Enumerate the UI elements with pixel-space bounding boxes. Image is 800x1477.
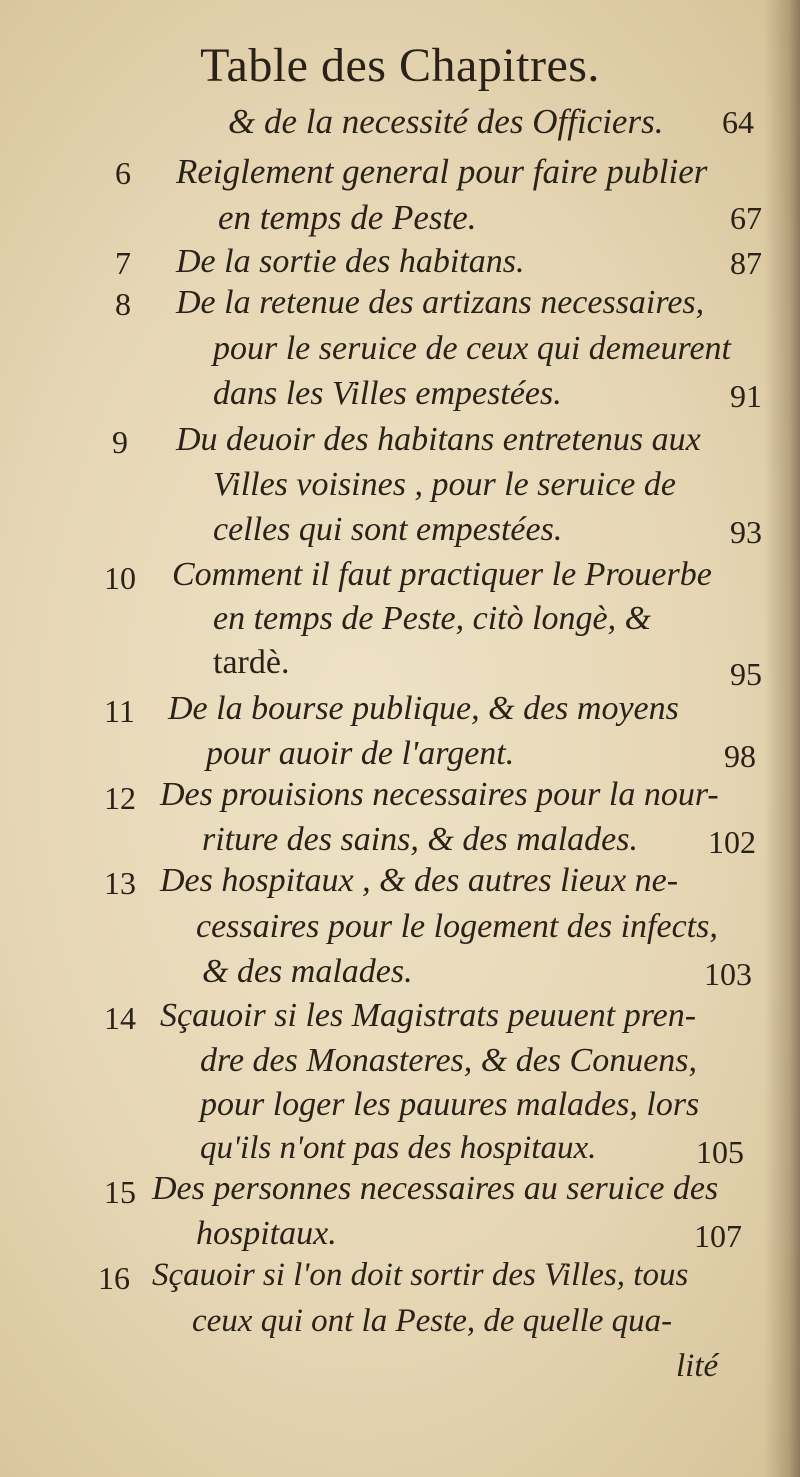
- entry-line: pour auoir de l'argent.: [206, 735, 515, 772]
- entry-line: dre des Monasteres, & des Conuens,: [200, 1042, 698, 1079]
- entry-line: en temps de Peste, citò longè, &: [213, 600, 652, 637]
- chapter-number: 9: [112, 424, 128, 460]
- chapter-number: 14: [104, 1000, 136, 1036]
- page-number: 98: [724, 738, 756, 774]
- entry-line: Des hospitaux , & des autres lieux ne-: [160, 862, 679, 899]
- chapter-number: 12: [104, 780, 136, 816]
- entry-line: & de la necessité des Officiers.: [228, 102, 664, 141]
- entry-line: tardè.: [213, 644, 290, 681]
- entry-line: Reiglement general pour faire publier: [176, 152, 708, 191]
- entry-line: Des prouisions necessaires pour la nour-: [160, 776, 719, 813]
- running-head: Table des Chapitres.: [200, 39, 600, 92]
- chapter-number: 16: [98, 1260, 130, 1296]
- page-number: 93: [730, 514, 762, 550]
- chapter-number: 15: [104, 1174, 136, 1210]
- entry-line: De la sortie des habitans.: [176, 243, 525, 280]
- entry-line: Du deuoir des habitans entretenus aux: [176, 421, 701, 458]
- entry-line: Comment il faut practiquer le Prouerbe: [172, 556, 712, 593]
- entry-line: dans les Villes empestées.: [213, 375, 562, 412]
- chapter-number: 11: [104, 693, 135, 729]
- entry-line: Sçauoir si les Magistrats peuuent pren-: [160, 997, 697, 1034]
- entry-line: Villes voisines , pour le seruice de: [213, 466, 676, 503]
- entry-line: cessaires pour le logement des infects,: [196, 908, 718, 945]
- entry-line: & des malades.: [202, 953, 413, 990]
- page-number: 67: [730, 200, 762, 236]
- entry-line: pour loger les pauures malades, lors: [200, 1086, 700, 1123]
- chapter-number: 8: [115, 286, 131, 322]
- chapter-number: 13: [104, 865, 136, 901]
- page-number: 64: [722, 104, 754, 140]
- page-number: 87: [730, 245, 762, 281]
- page-number: 95: [730, 656, 762, 692]
- chapter-number: 10: [104, 560, 136, 596]
- entry-line: qu'ils n'ont pas des hospitaux.: [200, 1130, 597, 1166]
- page-number: 105: [696, 1134, 744, 1170]
- page-number: 103: [704, 956, 752, 992]
- catchword: lité: [676, 1348, 719, 1384]
- entry-line: ceux qui ont la Peste, de quelle qua-: [192, 1303, 673, 1339]
- entry-line: riture des sains, & des malades.: [202, 821, 639, 858]
- page-number: 102: [708, 824, 756, 860]
- chapter-number: 7: [115, 245, 131, 281]
- entry-line: hospitaux.: [196, 1215, 337, 1252]
- entry-line: De la retenue des artizans necessaires,: [176, 284, 705, 321]
- page-number: 107: [694, 1218, 742, 1254]
- entry-line: Des personnes necessaires au seruice des: [152, 1170, 719, 1207]
- page-gutter-shadow: [764, 0, 800, 1477]
- chapter-number: 6: [115, 155, 131, 191]
- entry-line: De la bourse publique, & des moyens: [168, 690, 679, 727]
- entry-line: Sçauoir si l'on doit sortir des Villes, tous: [152, 1257, 689, 1293]
- entry-line: celles qui sont empestées.: [213, 511, 563, 548]
- page-number: 91: [730, 378, 762, 414]
- entry-line: pour le seruice de ceux qui demeurent: [213, 330, 732, 367]
- entry-line: en temps de Peste.: [218, 198, 477, 237]
